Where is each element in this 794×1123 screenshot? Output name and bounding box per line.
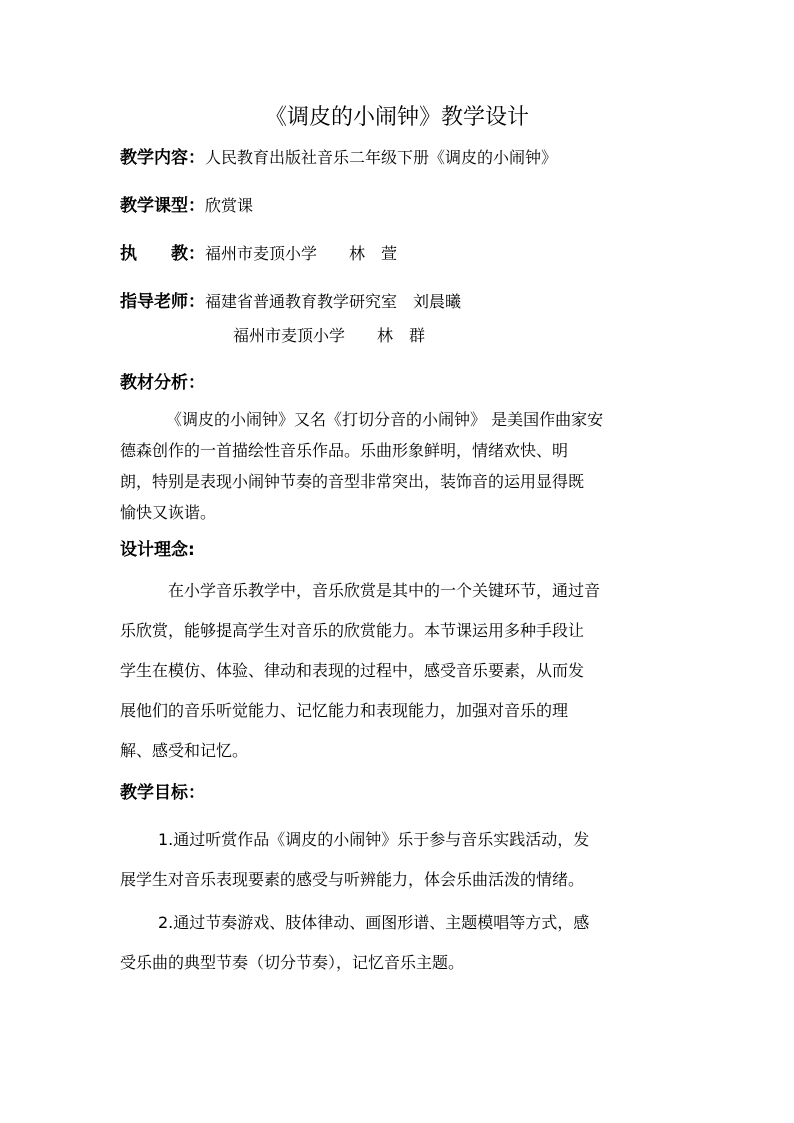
design-concept-line: 在小学音乐教学中，音乐欣赏是其中的一个关键环节，通过音 [168, 581, 601, 600]
design-concept-line: 解、感受和记忆。 [120, 741, 249, 760]
document-title: 《调皮的小闹钟》教学设计 [264, 105, 529, 130]
advisor-label: 指导老师： [120, 292, 205, 312]
advisor-value-1: 福建省普通教育教学研究室 刘晨曦 [205, 292, 462, 311]
material-analysis-line: 愉快又诙谐。 [120, 503, 217, 522]
objective-item-2 [120, 903, 680, 983]
material-analysis-line: 《调皮的小闹钟》又名《打切分音的小闹钟》 是美国作曲家安 [166, 410, 604, 429]
lesson-type-label: 教学课型： [120, 196, 205, 216]
objective-line: 1.通过听赏作品《调皮的小闹钟》乐于参与音乐实践活动，发 [158, 830, 590, 849]
lesson-type-row [120, 193, 253, 219]
advisor-value-2: 福州市麦顶小学 林 群 [233, 326, 426, 345]
material-analysis-paragraph [120, 404, 680, 528]
objective-item-1 [120, 820, 680, 900]
advisor-row-2 [233, 323, 425, 349]
objectives-heading: 教学目标： [120, 783, 205, 803]
design-concept-line: 乐欣赏，能够提高学生对音乐的欣赏能力。本节课运用多种手段让 [120, 621, 585, 640]
teaching-content-value: 人民教育出版社音乐二年级下册《调皮的小闹钟》 [205, 148, 558, 167]
teacher-label: 执 教： [120, 244, 205, 264]
teacher-value: 福州市麦顶小学 林 萱 [205, 244, 398, 263]
material-analysis-line: 朗，特别是表现小闹钟节奏的音型非常突出，装饰音的运用显得既 [120, 472, 585, 491]
design-concept-heading: 设计理念: [120, 540, 195, 560]
teaching-content-row [120, 145, 557, 171]
material-analysis-line: 德森创作的一首描绘性音乐作品。乐曲形象鲜明，情绪欢快、明 [120, 441, 569, 460]
objective-line: 展学生对音乐表现要素的感受与听辨能力，体会乐曲活泼的情绪。 [120, 870, 585, 889]
objective-line: 2.通过节奏游戏、肢体律动、画图形谱、主题模唱等方式，感 [158, 913, 590, 932]
design-concept-paragraph [120, 571, 680, 771]
teaching-content-label: 教学内容： [120, 148, 205, 168]
material-analysis-heading: 教材分析： [120, 373, 205, 393]
teacher-row [120, 241, 397, 267]
advisor-row [120, 289, 461, 315]
design-concept-line: 展他们的音乐听觉能力、记忆能力和表现能力，加强对音乐的理 [120, 701, 569, 720]
design-concept-line: 学生在模仿、体验、律动和表现的过程中，感受音乐要素，从而发 [120, 661, 585, 680]
objective-line: 受乐曲的典型节奏（切分节奏），记忆音乐主题。 [120, 953, 465, 972]
lesson-type-value: 欣赏课 [205, 196, 254, 215]
